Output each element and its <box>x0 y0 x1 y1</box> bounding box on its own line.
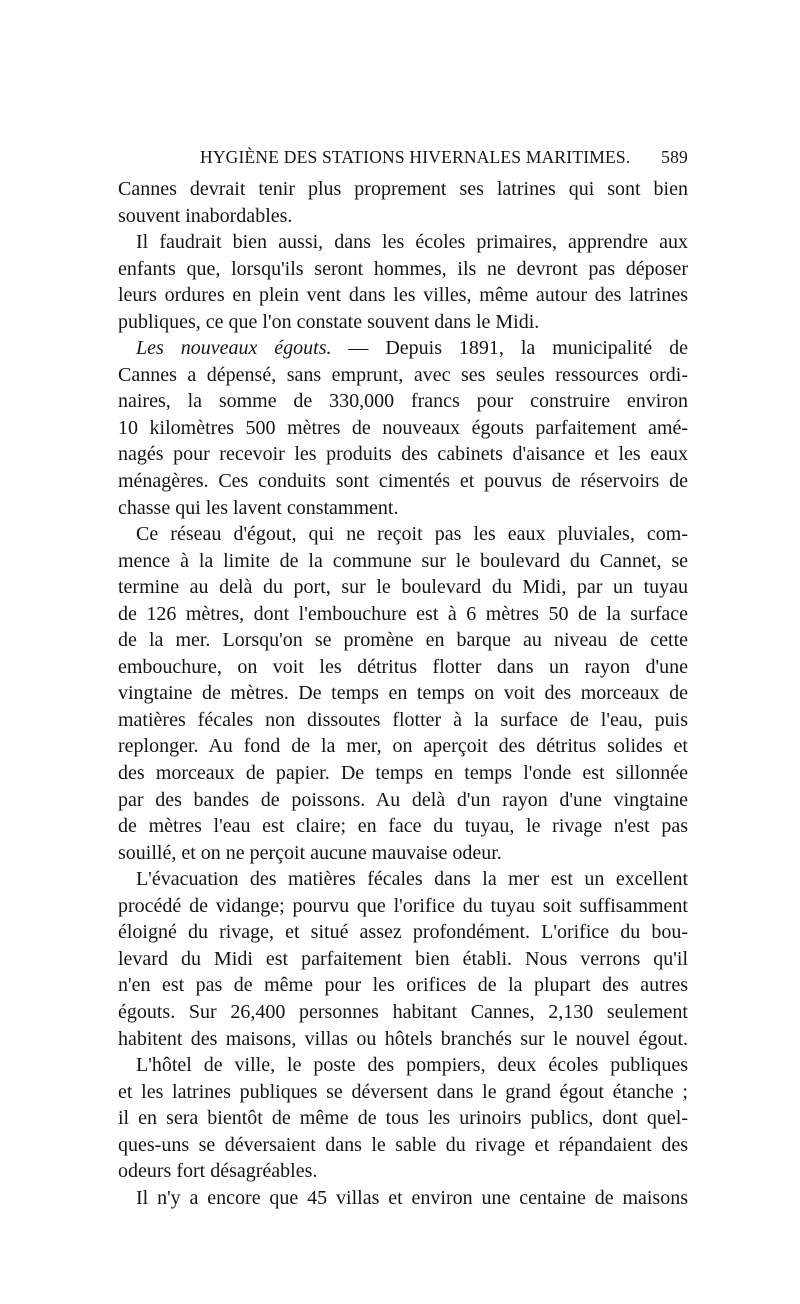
text-line: souvent inabordables. <box>118 204 293 227</box>
running-header <box>118 147 688 173</box>
page-number: 589 <box>661 147 688 167</box>
section-heading-line <box>118 335 688 362</box>
text-line: 10 kilomètres 500 mètres de nouveaux égouts parfaitement amé- <box>118 416 688 439</box>
paragraph-start-line: Il n'y a encore que 45 villas et environ une centaine de maisons <box>136 1186 688 1209</box>
text-line: chasse qui les lavent constamment. <box>118 496 399 519</box>
text-line: leurs ordures en plein vent dans les villes, même autour des latrines <box>118 284 688 307</box>
text-line: ques-uns se déversaient dans le sable du rivage et répandaient des <box>118 1133 688 1156</box>
text-line: procédé de vidange; pourvu que l'orifice du tuyau soit suffisamment <box>118 894 688 917</box>
text-line: nagés pour recevoir les produits des cabinets d'aisance et les eaux <box>118 443 688 466</box>
text-line: éloigné du rivage, et situé assez profondément. L'orifice du bou- <box>118 921 688 944</box>
text-line: par des bandes de poissons. Au delà d'un rayon d'une vingtaine <box>118 788 688 811</box>
body-text <box>118 176 688 1211</box>
section-heading: Les nouveaux égouts. <box>136 337 332 360</box>
text-line: égouts. Sur 26,400 personnes habitant Cannes, 2,130 seulement <box>118 1000 688 1023</box>
text-line: mence à la limite de la commune sur le boulevard du Cannet, se <box>118 549 688 572</box>
text-line: habitent des maisons, villas ou hôtels branchés sur le nouvel égout. <box>118 1027 688 1050</box>
text-line: embouchure, on voit les détritus flotter dans un rayon d'une <box>118 655 688 678</box>
text-line: Cannes devrait tenir plus proprement ses latrines qui sont bien <box>118 178 688 200</box>
paragraph-start-line: Il faudrait bien aussi, dans les écoles primaires, apprendre aux <box>136 231 688 254</box>
text-line: et les latrines publiques se déversent dans le grand égout étanche ; <box>118 1080 688 1103</box>
paragraph-start-line: L'hôtel de ville, le poste des pompiers, deux écoles publiques <box>136 1054 688 1077</box>
text-line: il en sera bientôt de même de tous les urinoirs publics, dont quel- <box>118 1107 688 1130</box>
text-line: vingtaine de mètres. De temps en temps on voit des morceaux de <box>118 682 688 705</box>
paragraph-start-line: Ce réseau d'égout, qui ne reçoit pas les eaux pluviales, com- <box>136 523 688 546</box>
text-line: des morceaux de papier. De temps en temps l'onde est sillonnée <box>118 762 688 785</box>
text-line: naires, la somme de 330,000 francs pour construire environ <box>118 390 688 413</box>
text-line: matières fécales non dissoutes flotter à la surface de l'eau, puis <box>118 708 688 731</box>
text-line: de la mer. Lorsqu'on se promène en barque au niveau de cette <box>118 629 688 652</box>
text-line: souillé, et on ne perçoit aucune mauvaise odeur. <box>118 841 502 864</box>
paragraph-start-line: L'évacuation des matières fécales dans la mer est un excellent <box>136 868 688 891</box>
text-line: de 126 mètres, dont l'embouchure est à 6 mètres 50 de la surface <box>118 602 688 625</box>
running-title: HYGIÈNE DES STATIONS HIVERNALES MARITIMES. <box>200 147 631 167</box>
text-line: n'en est pas de même pour les orifices de la plupart des autres <box>118 974 688 997</box>
text-line: de mètres l'eau est claire; en face du tuyau, le rivage n'est pas <box>118 815 688 838</box>
text-line: odeurs fort désagréables. <box>118 1160 318 1183</box>
text-line: levard du Midi est parfaitement bien établi. Nous verrons qu'il <box>118 947 688 970</box>
text-line: replonger. Au fond de la mer, on aperçoit des détritus solides et <box>118 735 688 758</box>
text-line: ménagères. Ces conduits sont cimentés et pouvus de réservoirs de <box>118 470 688 493</box>
text-line: enfants que, lorsqu'ils seront hommes, ils ne devront pas déposer <box>118 257 688 280</box>
section-heading-continuation: — Depuis 1891, la municipalité de <box>331 337 688 360</box>
text-line: termine au delà du port, sur le boulevard du Midi, par un tuyau <box>118 576 688 599</box>
text-line: Cannes a dépensé, sans emprunt, avec ses seules ressources ordi- <box>118 363 688 386</box>
text-line: publiques, ce que l'on constate souvent dans le Midi. <box>118 310 540 333</box>
